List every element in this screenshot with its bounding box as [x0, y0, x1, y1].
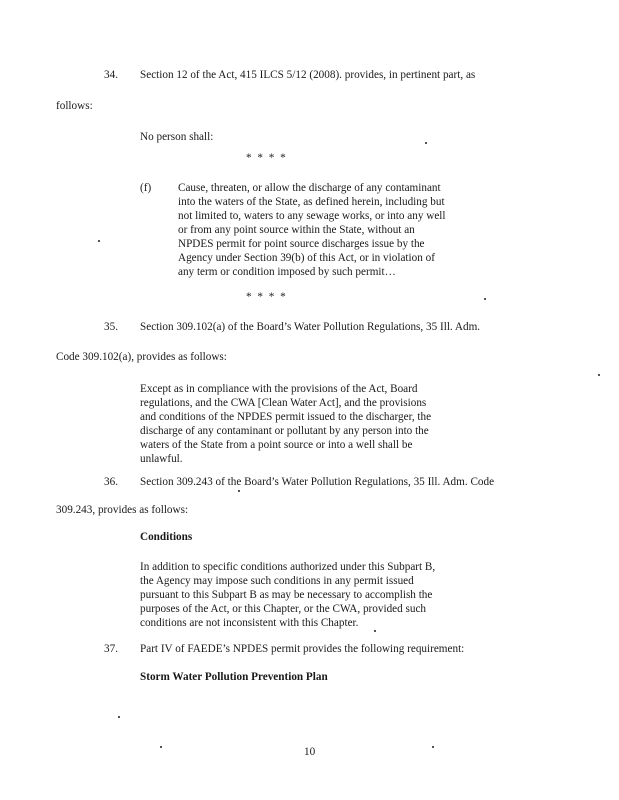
quote-line: Agency under Section 39(b) of this Act, or in violation of — [178, 252, 435, 264]
section-heading: Storm Water Pollution Prevention Plan — [140, 671, 328, 683]
quote-line: into the waters of the State, as defined herein, including but — [178, 196, 445, 208]
quote-block — [140, 560, 435, 630]
ellipsis-marker: * * * * — [246, 291, 286, 303]
quote-line: any term or condition imposed by such permit… — [178, 266, 396, 278]
paragraph-continuation: follows: — [56, 100, 93, 112]
quote-line: pursuant to this Subpart B as may be necessary to accomplish the — [140, 589, 433, 601]
paragraph-number: 37. — [104, 643, 118, 655]
quote-line: regulations, and the CWA [Clean Water Act], and the provisions — [140, 397, 427, 409]
quote-line: not limited to, waters to any sewage works, or into any well — [178, 210, 446, 222]
quote-line: In addition to specific conditions authorized under this Subpart B, — [140, 561, 436, 573]
quote-line: NPDES permit for point source discharges issue by the — [178, 238, 425, 250]
quote-line: waters of the State from a point source or into a well shall be — [140, 439, 413, 451]
quote-line: purposes of the Act, or this Chapter, or the CWA, provided such — [140, 603, 427, 615]
scan-speck — [160, 746, 162, 748]
paragraph-continuation: 309.243, provides as follows: — [56, 504, 189, 516]
quote-line: the Agency may impose such conditions in any permit issued — [140, 575, 414, 587]
paragraph-number: 34. — [104, 69, 118, 81]
scan-speck — [484, 298, 486, 300]
scan-speck — [425, 142, 427, 144]
page-number: 10 — [304, 746, 316, 758]
paragraph-text: Section 309.243 of the Board’s Water Pollution Regulations, 35 Ill. Adm. Code — [140, 476, 495, 488]
ellipsis-marker: * * * * — [246, 152, 286, 164]
scan-speck — [98, 240, 100, 242]
paragraph-text: Section 12 of the Act, 415 ILCS 5/12 (2008). provides, in pertinent part, as — [140, 69, 476, 81]
paragraph-text: Part IV of FAEDE’s NPDES permit provides the following requirement: — [140, 643, 465, 655]
scan-speck — [598, 374, 600, 376]
quote-line: and conditions of the NPDES permit issued to the discharger, the — [140, 411, 432, 423]
quote-block — [140, 382, 431, 466]
quote-line: Except as in compliance with the provisions of the Act, Board — [140, 383, 418, 395]
quote-intro: No person shall: — [140, 131, 214, 143]
quote-line: or from any point source within the State, without an — [178, 224, 415, 236]
paragraph-number: 36. — [104, 476, 118, 488]
scan-speck — [432, 746, 434, 748]
scan-speck — [238, 490, 240, 492]
scan-speck — [118, 716, 120, 718]
quote-line: Cause, threaten, or allow the discharge of any contaminant — [178, 182, 441, 194]
quote-block — [178, 181, 446, 279]
paragraph-text: Section 309.102(a) of the Board’s Water Pollution Regulations, 35 Ill. Adm. — [140, 321, 481, 333]
quote-line: discharge of any contaminant or pollutant by any person into the — [140, 425, 429, 437]
quote-line: conditions are not inconsistent with this Chapter. — [140, 617, 359, 629]
paragraph-continuation: Code 309.102(a), provides as follows: — [56, 351, 227, 363]
item-label: (f) — [140, 182, 152, 194]
quote-line: unlawful. — [140, 453, 183, 465]
quote-heading: Conditions — [140, 531, 193, 543]
paragraph-number: 35. — [104, 321, 118, 333]
scan-speck — [374, 630, 376, 632]
